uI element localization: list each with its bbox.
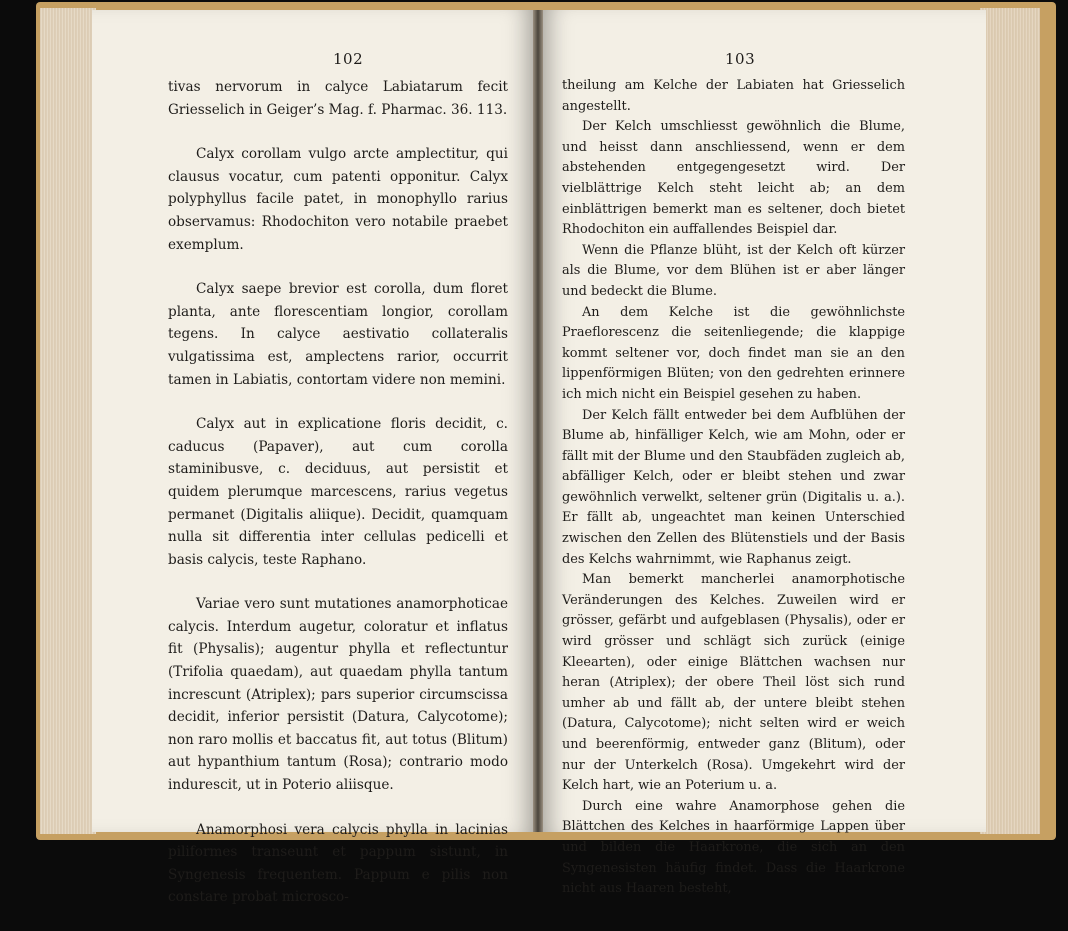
- paragraph: Der Kelch fällt entweder bei dem Aufblühen der Blume ab, hinfälliger Kelch, wie am Mohn, oder er fällt mit der Blume und den Staubfäden zugleich ab, abfälliger Kelch, oder er bleibt stehen und zwar gewöhnlich verwelkt, seltener grün (Digitalis u. a.). Er fällt ab, ungeachtet man keinen Unterschied zwischen den Zellen des Blütenstiels und der Basis des Kelchs wahrnimmt, wie Raphanus zeigt.: [562, 407, 905, 567]
- paragraph: Wenn die Pflanze blüht, ist der Kelch oft kürzer als die Blume, vor dem Blühen ist er aber länger und bedeckt die Blume.: [562, 242, 905, 299]
- paragraph: Anamorphosi vera calycis phylla in lacinias piliformes transeunt et pappum sistunt, in Syngenesis frequentem. Pappum e pilis non constare probat microsco-: [168, 821, 508, 906]
- right-page: [540, 10, 986, 897]
- page-number-right: 103: [725, 50, 756, 68]
- paragraph: Calyx aut in explicatione floris decidit, c. caducus (Papaver), aut cum corolla staminibusve, c. deciduus, aut persistit et quidem plerumque marcescens, rarius vegetus permanet (Digitalis aliique). Decidit, quamquam nulla sit differentia inter cellulas pedicelli et basis calycis, teste Raphano.: [168, 416, 508, 568]
- book-gutter: [533, 10, 543, 832]
- left-page: [92, 10, 536, 906]
- page-number-left: 102: [333, 50, 364, 68]
- right-page-edges: [980, 8, 1040, 834]
- paragraph: Der Kelch umschliesst gewöhnlich die Blume, und heisst dann anschliessend, wenn er dem abstehenden entgegengesetzt wird. Der vielblättrige Kelch steht leicht ab; an dem einblättrigen bemerkt man es seltener, doch bietet Rhodochiton ein auffallendes Beispiel dar.: [562, 119, 905, 238]
- paragraph: Calyx corollam vulgo arcte amplectitur, qui clausus vocatur, cum patenti opponitur. Calyx polyphyllus facile patet, in monophyllo rarius observamus: Rhodochiton vero notabile praebet exemplum.: [168, 146, 508, 253]
- paragraph: An dem Kelche ist die gewöhnlichste Praeflorescenz die seitenliegende; die klappige kommt seltener vor, doch findet man sie an den lippenförmigen Blüten; von den gedrehten erinnere ich mich nicht ein Beispiel gesehen zu haben.: [562, 304, 905, 402]
- paragraph: Man bemerkt mancherlei anamorphotische Veränderungen des Kelches. Zuweilen wird er grösser, gefärbt und aufgeblasen (Physalis), oder er wird grösser und schlägt sich zurück (einige Kleearten), oder einige Blättchen wachsen nur heran (Atriplex); der obere Theil löst sich rund umher ab und fällt ab, der untere bleibt stehen (Datura, Calycotome); nicht selten wird er weich und beerenförmig, entweder ganz (Blitum), oder nur der Unterkelch (Rosa). Umgekehrt wird der Kelch hart, wie an Poterium u. a.: [562, 572, 905, 794]
- left-page-edges: [40, 8, 96, 834]
- paragraph: Durch eine wahre Anamorphose gehen die Blättchen des Kelches in haarförmige Lappen über und bilden die Haarkrone, die sich an den Syngenesisten häufig findet. Dass die Haarkrone nicht aus Haaren besteht,: [562, 798, 905, 897]
- paragraph: tivas nervorum in calyce Labiatarum fecit Griesselich in Geiger’s Mag. f. Pharmac. 36. 113.: [168, 79, 508, 118]
- left-page-text: [168, 76, 508, 931]
- paragraph: Variae vero sunt mutationes anamorphoticae calycis. Interdum augetur, coloratur et inflatus fit (Physalis); augentur phylla et reflectuntur (Trifolia quaedam), aut quaedam phylla tantum increscunt (Atriplex); pars superior circumscissa decidit, inferior persistit (Datura, Calycotome); non raro mollis et baccatus fit, aut totus (Blitum) aut hypanthium tantum (Rosa); contrario modo indurescit, ut in Poterio aliisque.: [168, 596, 508, 794]
- paragraph: Calyx saepe brevior est corolla, dum floret planta, ante florescentiam longior, corollam tegens. In calyce aestivatio collateralis vulgatissima est, amplectens rarior, occurrit tamen in Labiatis, contortam videre non memini.: [168, 281, 508, 388]
- right-page-text: [562, 76, 905, 900]
- paragraph: theilung am Kelche der Labiaten hat Griesselich angestellt.: [562, 78, 905, 114]
